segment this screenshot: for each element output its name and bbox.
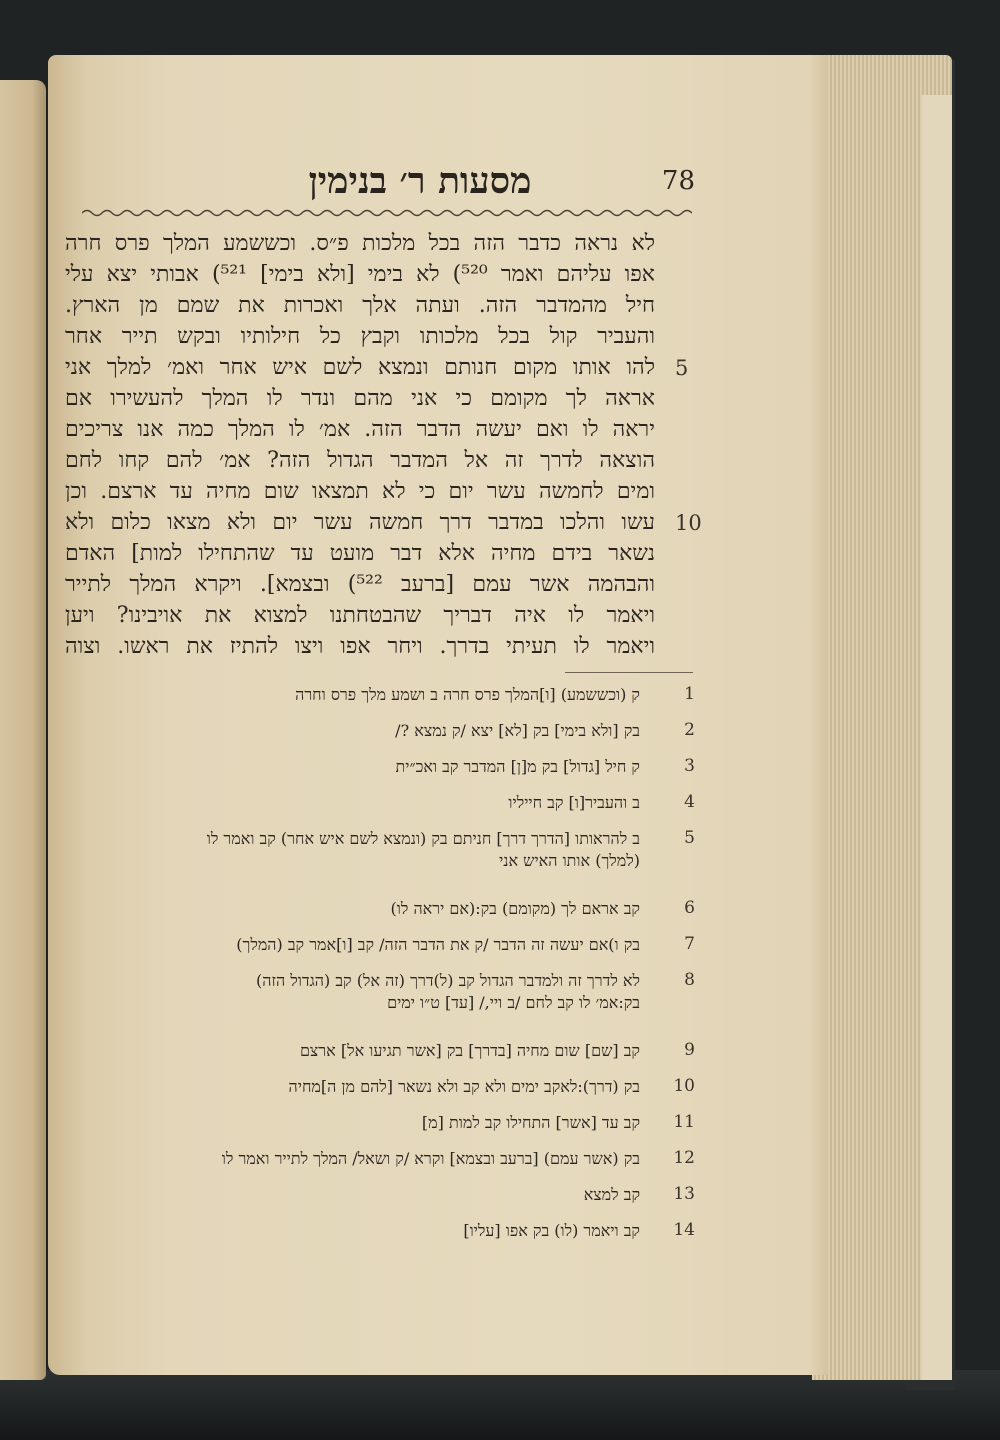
note-main: בק (אשר עמם) [ברעב ובצמא] וקרא /ק ושאל/ המלך לתייר ואמר לו [221, 1149, 640, 1168]
note-continuation: (למלך) אותו האיש אני [499, 851, 640, 870]
text-line: עשו והלכו במדבר דרך חמשה עשר יום ולא מצאו כלום ולא [65, 510, 655, 535]
wavy-rule [82, 206, 692, 220]
note-text [396, 756, 640, 778]
note-text [300, 1040, 640, 1062]
notes-rule [565, 672, 693, 673]
note-number: 10 [673, 1076, 695, 1096]
note-text [422, 1112, 640, 1134]
note-main: בק ו)אם יעשה זה הדבר /ק את הדבר הזה/ קב [ו]אמר קב (המלך) [236, 935, 640, 954]
note-number: 7 [684, 934, 695, 954]
note-number: 6 [684, 898, 695, 918]
note-number: 14 [673, 1220, 695, 1240]
note-text [236, 934, 640, 956]
note-main: קב אראם לך (מקומם) בק:(אם יראה לו) [390, 899, 640, 918]
note-text [289, 1076, 640, 1098]
text-line: לא נראה כדבר הזה בכל מלכות פ״ס. וכששמע המלך פרס חרה [65, 231, 655, 256]
note-text [207, 828, 640, 872]
note-main: בק [ולא בימי] בק [לא] יצא /ק נמצא ?/ [395, 721, 640, 740]
text-line: הוצאה לדרך זה אל המדבר הגדול הזה? אמ׳ להם קחו לחם [65, 448, 655, 473]
page-header [80, 160, 695, 210]
line-number: 5 [675, 356, 689, 380]
note-text [395, 720, 640, 742]
note-main: ק חיל [גדול] בק מ[ן] המדבר קב ואכ״ית [395, 757, 640, 776]
text-line: אראה לך מקומם כי אני מהם ונדר לו המלך להעשירו אם [65, 386, 655, 411]
text-line: ויאמר לו תעיתי בדרך. ויחר אפו ויצו להתיז את ראשו. וצוה [65, 634, 655, 659]
note-number: 5 [684, 828, 695, 848]
text-line: ומים לחמשה עשר יום כי לא תמצאו שום מחיה עד ארצם. וכן [65, 479, 655, 504]
note-text [295, 684, 640, 706]
note-main: קב ויאמר (לו) בק אפו [עליו] [463, 1221, 640, 1240]
note-main: ב להראותו [הדרך דרך] חניתם בק (ונמצא לשם איש אחר) קב ואמר לו [206, 829, 640, 848]
note-main: בק (דרך):לאקב ימים ולא קב ולא נשאר [להם מן ה]מחיה [288, 1077, 640, 1096]
note-number: 8 [684, 970, 695, 990]
note-main: קב למצא [583, 1185, 640, 1204]
text-line: יראה לו ואם יעשה הדבר הזה. אמ׳ לו המלך כמה אנו צריכים [65, 417, 655, 442]
note-text [584, 1184, 640, 1206]
note-main: ב והעביר[ו] קב חייליו [508, 793, 640, 812]
line-number: 10 [675, 511, 702, 535]
text-line: אפו עליהם ואמר ⁵²⁰) לא בימי [ולא בימי] ⁵²¹) אבותי יצא עלי [65, 262, 655, 287]
text-line: נשאר בידם מחיה אלא דבר מועט עד שהתחילו למות] האדם [65, 541, 655, 566]
page-number: 78 [661, 166, 695, 196]
main-text [65, 228, 655, 662]
note-text [256, 970, 640, 1014]
note-main: ק (וכששמע) [ו]המלך פרס חרה ב ושמע מלך פרס וחרה [295, 685, 640, 704]
text-line: והבהמה אשר עמם [ברעב ⁵²²) ובצמא]. ויקרא המלך לתייר [65, 572, 655, 597]
note-text [222, 1148, 640, 1170]
note-main: לא לדרך זה ולמדבר הגדול קב (ל)דרך (זה אל) קב (הגדול הזה) [256, 971, 640, 990]
running-title: מסעות ר׳ בנימין [308, 160, 532, 202]
text-line: והעביר קול בכל מלכותו וקבץ כל חילותיו ובקש תייר אחר [65, 324, 655, 349]
note-number: 3 [684, 756, 695, 776]
note-text [391, 898, 640, 920]
note-number: 1 [684, 684, 695, 704]
text-line: חיל מהמדבר הזה. ועתה אלך ואכרות את שמם מן הארץ. [65, 293, 655, 318]
note-text [508, 792, 640, 814]
note-main: קב [שם] שום מחיה [בדרך] בק [אשר תגיעו אל] ארצם [299, 1041, 640, 1060]
note-number: 12 [673, 1148, 695, 1168]
note-number: 4 [684, 792, 695, 812]
text-line: להו אותו מקום חנותם ונמצא לשם איש אחר ואמ׳ למלך אני [65, 355, 655, 380]
note-number: 2 [684, 720, 695, 740]
note-number: 13 [673, 1184, 695, 1204]
note-text [463, 1220, 640, 1242]
text-line: ויאמר לו איה דבריך שהבטחתנו למצוא את אויבינו? ויען [65, 603, 655, 628]
note-number: 9 [684, 1040, 695, 1060]
book-bottom-edge [0, 1370, 1000, 1440]
page-stack-edge [812, 55, 952, 1380]
note-number: 11 [673, 1112, 695, 1132]
note-main: קב עד [אשר] התחילו קב למות [מ] [421, 1113, 640, 1132]
note-continuation: בק:אמ׳ לו קב לחם /ב ויי,/ [עד] ט״ו ימים [387, 993, 640, 1012]
previous-page-edge [0, 80, 46, 1380]
